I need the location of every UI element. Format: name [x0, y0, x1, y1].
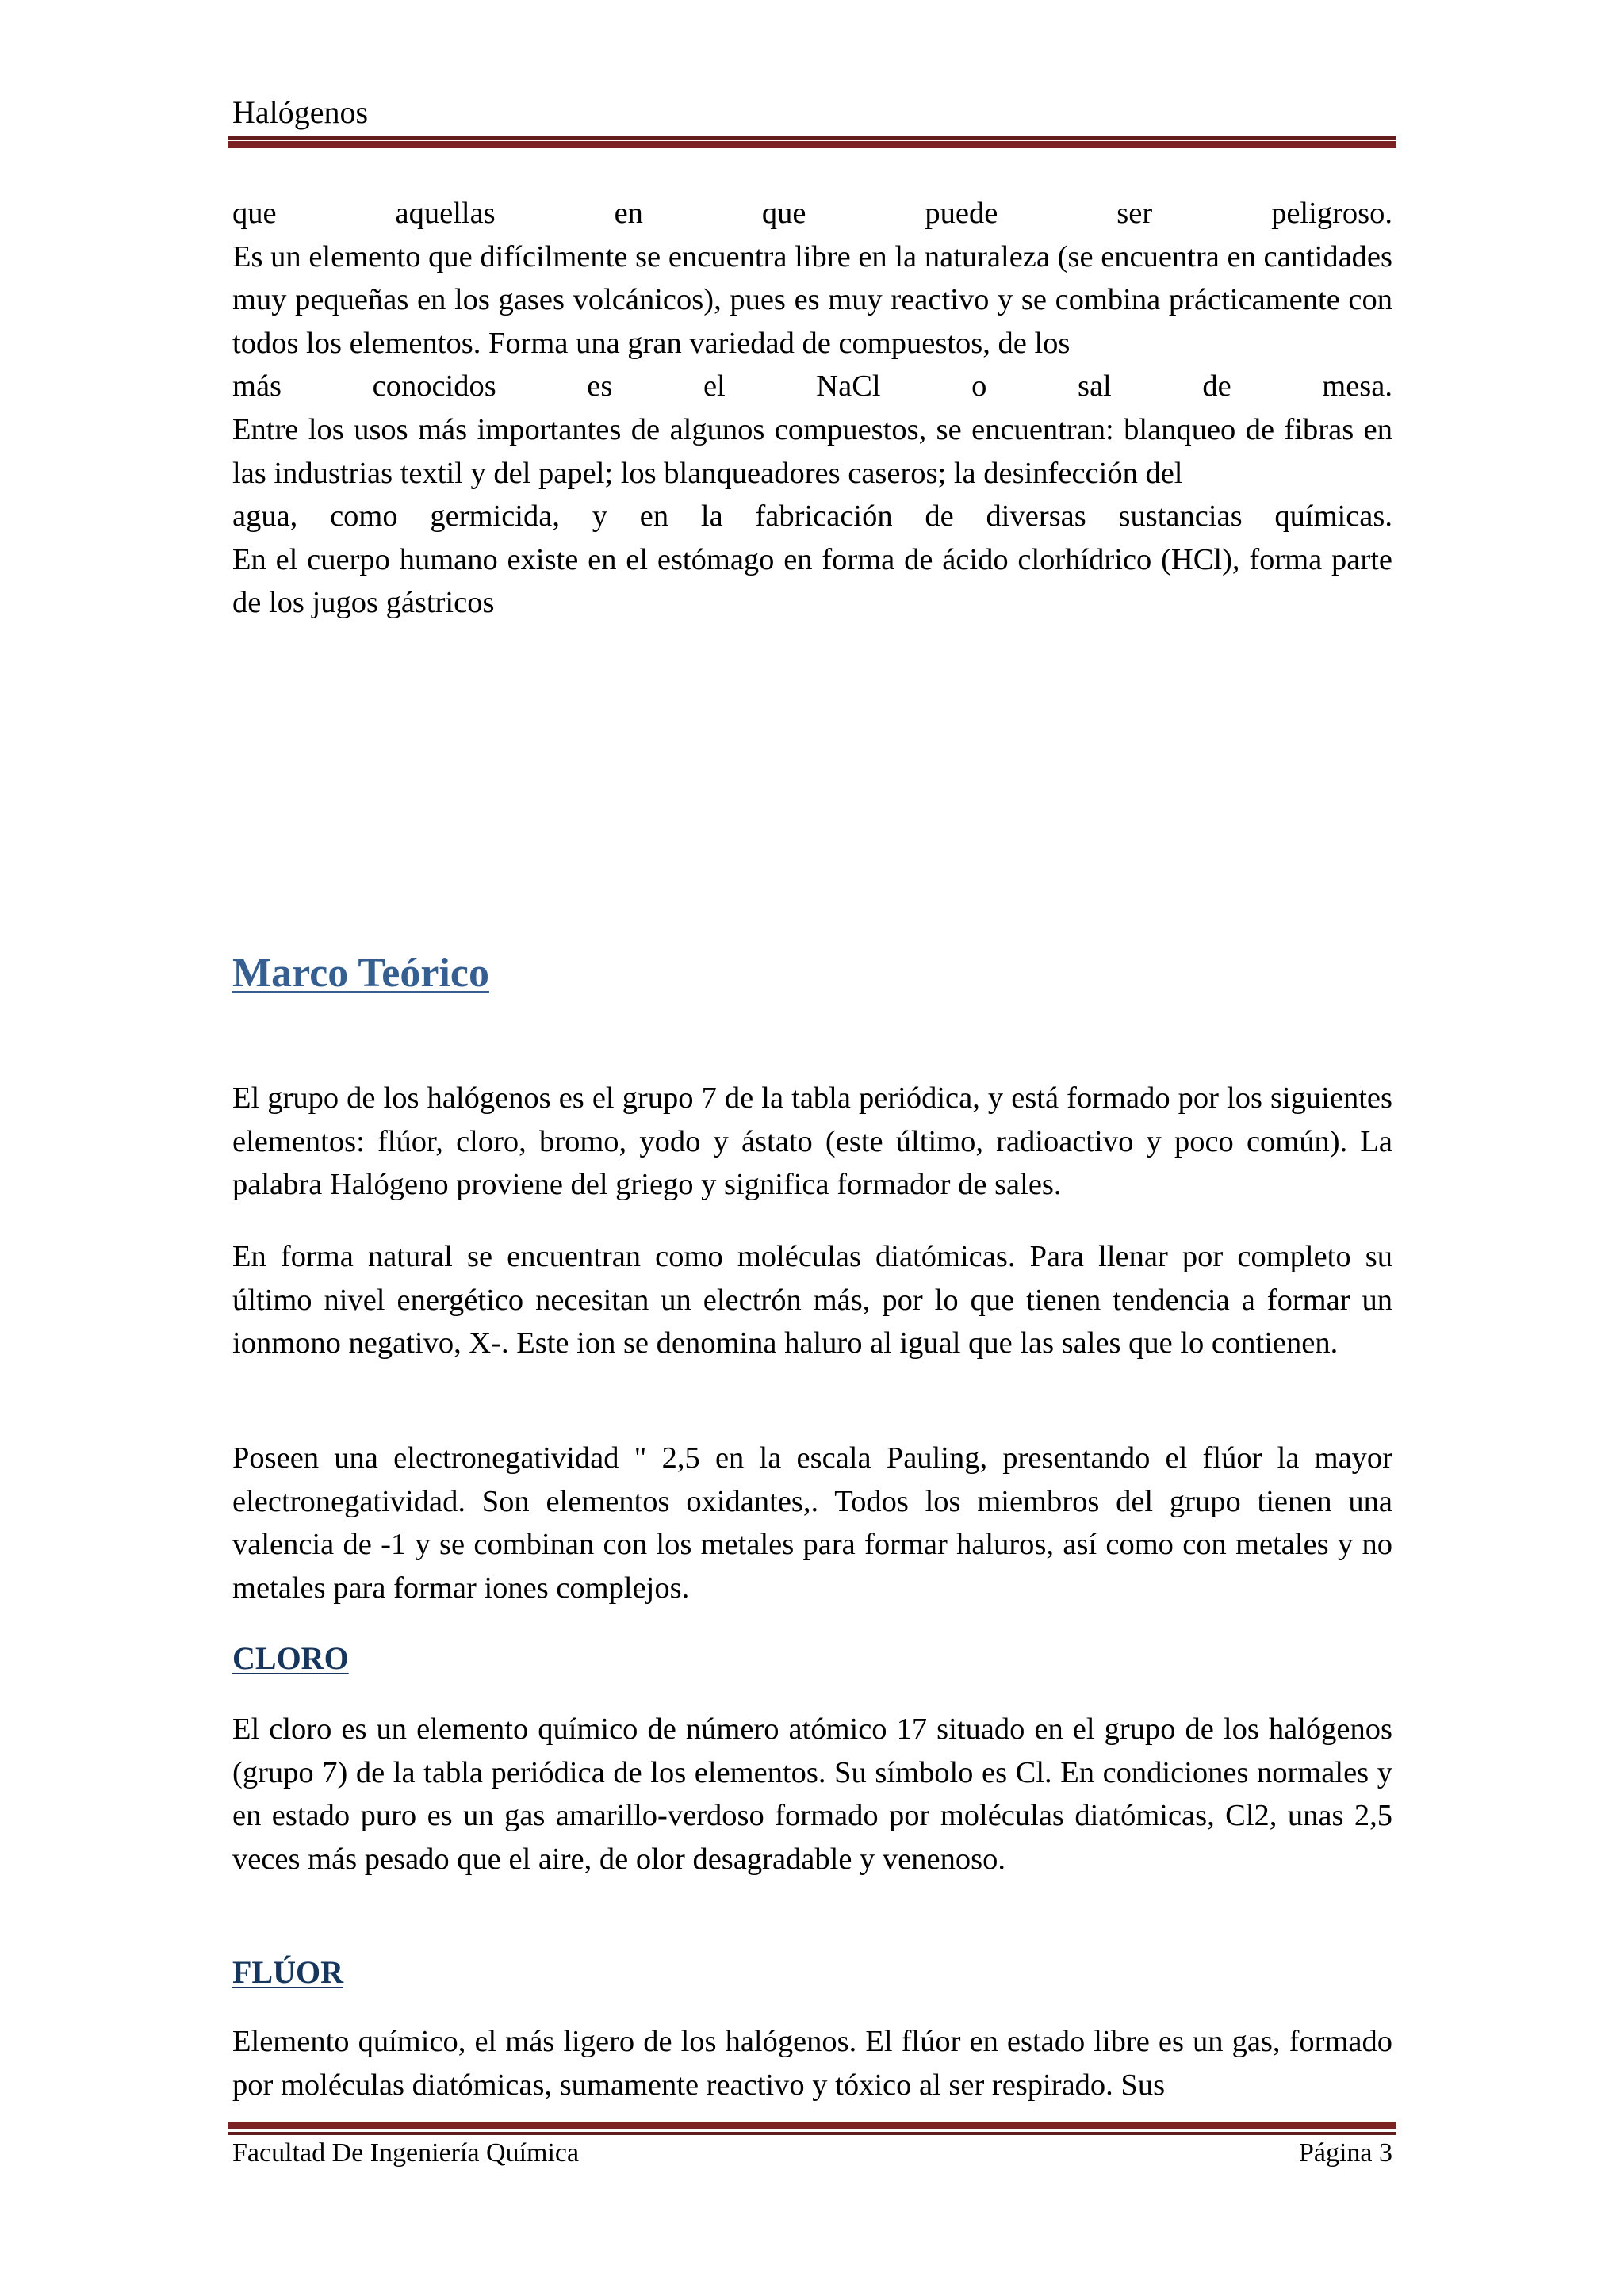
subheading-fluor: FLÚOR — [232, 1954, 343, 1990]
header-rule-thick — [228, 141, 1396, 148]
header-rule-thin — [228, 136, 1396, 140]
cloro-paragraph: El cloro es un elemento químico de número atómico 17 situado en el grupo de los halógenos (grupo 7) de la tabla periódica de los elementos. Su símbolo es Cl. En condiciones normales y en estado puro es un gas amarillo-verdoso formado por moléculas diatómicas, Cl2, unas 2,5 veces más pesado que el aire, de olor desagradable y venenoso. — [232, 1712, 1392, 1876]
intro-paragraph-3: En el cuerpo humano existe en el estómago en forma de ácido clorhídrico (HCl), forma parte de los jugos gástricos — [232, 542, 1392, 620]
marco-paragraph-1: El grupo de los halógenos es el grupo 7 de la tabla periódica, y está formado por los siguientes elementos: flúor, cloro, bromo, yodo y ástato (este último, radioactivo y poco común). La palabra Halógeno proviene del griego y significa formador de sales. — [232, 1081, 1392, 1202]
fluor-paragraph: Elemento químico, el más ligero de los halógenos. El flúor en estado libre es un gas, formado por moléculas diatómicas, sumamente reactivo y tóxico al ser respirado. Sus — [232, 2025, 1392, 2102]
intro-paragraph-2: Entre los usos más importantes de algunos compuestos, se encuentran: blanqueo de fibras en las industrias textil y del papel; los blanqueadores caseros; la desinfección del — [232, 412, 1392, 490]
intro-line-1: que aquellas en que puede ser peligroso. — [232, 197, 1392, 230]
marco-paragraph-3: Poseen una electronegatividad " 2,5 en la escala Pauling, presentando el flúor la mayor electronegatividad. Son elementos oxidantes,. Todos los miembros del grupo tienen una valencia de -1 y se combinan con los metales para formar haluros, así como con metales y no metales para formar iones complejos. — [232, 1441, 1392, 1605]
intro-line-3: agua, como germicida, y en la fabricación de diversas sustancias químicas. — [232, 499, 1392, 534]
section-heading-marco-teorico: Marco Teórico — [232, 951, 489, 996]
intro-line-2: más conocidos es el NaCl o sal de mesa. — [232, 369, 1392, 404]
running-header-title: Halógenos — [232, 94, 369, 130]
marco-paragraph-2: En forma natural se encuentran como moléculas diatómicas. Para llenar por completo su último nivel energético necesitan un electrón más, por lo que tienen tendencia a formar un ionmono negativo, X-. Este ion se denomina haluro al igual que las sales que lo contienen. — [232, 1240, 1392, 1360]
subheading-cloro: CLORO — [232, 1640, 349, 1676]
intro-paragraph-1: Es un elemento que difícilmente se encuentra libre en la naturaleza (se encuentra en cantidades muy pequeñas en los gases volcánicos), pues es muy reactivo y se combina prácticamente con todos los elementos. Forma una gran variedad de compuestos, de los — [232, 239, 1392, 360]
footer-rule-thin — [228, 2132, 1396, 2135]
intro-text-block — [232, 192, 1392, 625]
footer-page-number: Página 3 — [1298, 2138, 1392, 2168]
footer-faculty-name: Facultad De Ingeniería Química — [232, 2138, 580, 2168]
footer-rule-thick — [228, 2122, 1396, 2129]
